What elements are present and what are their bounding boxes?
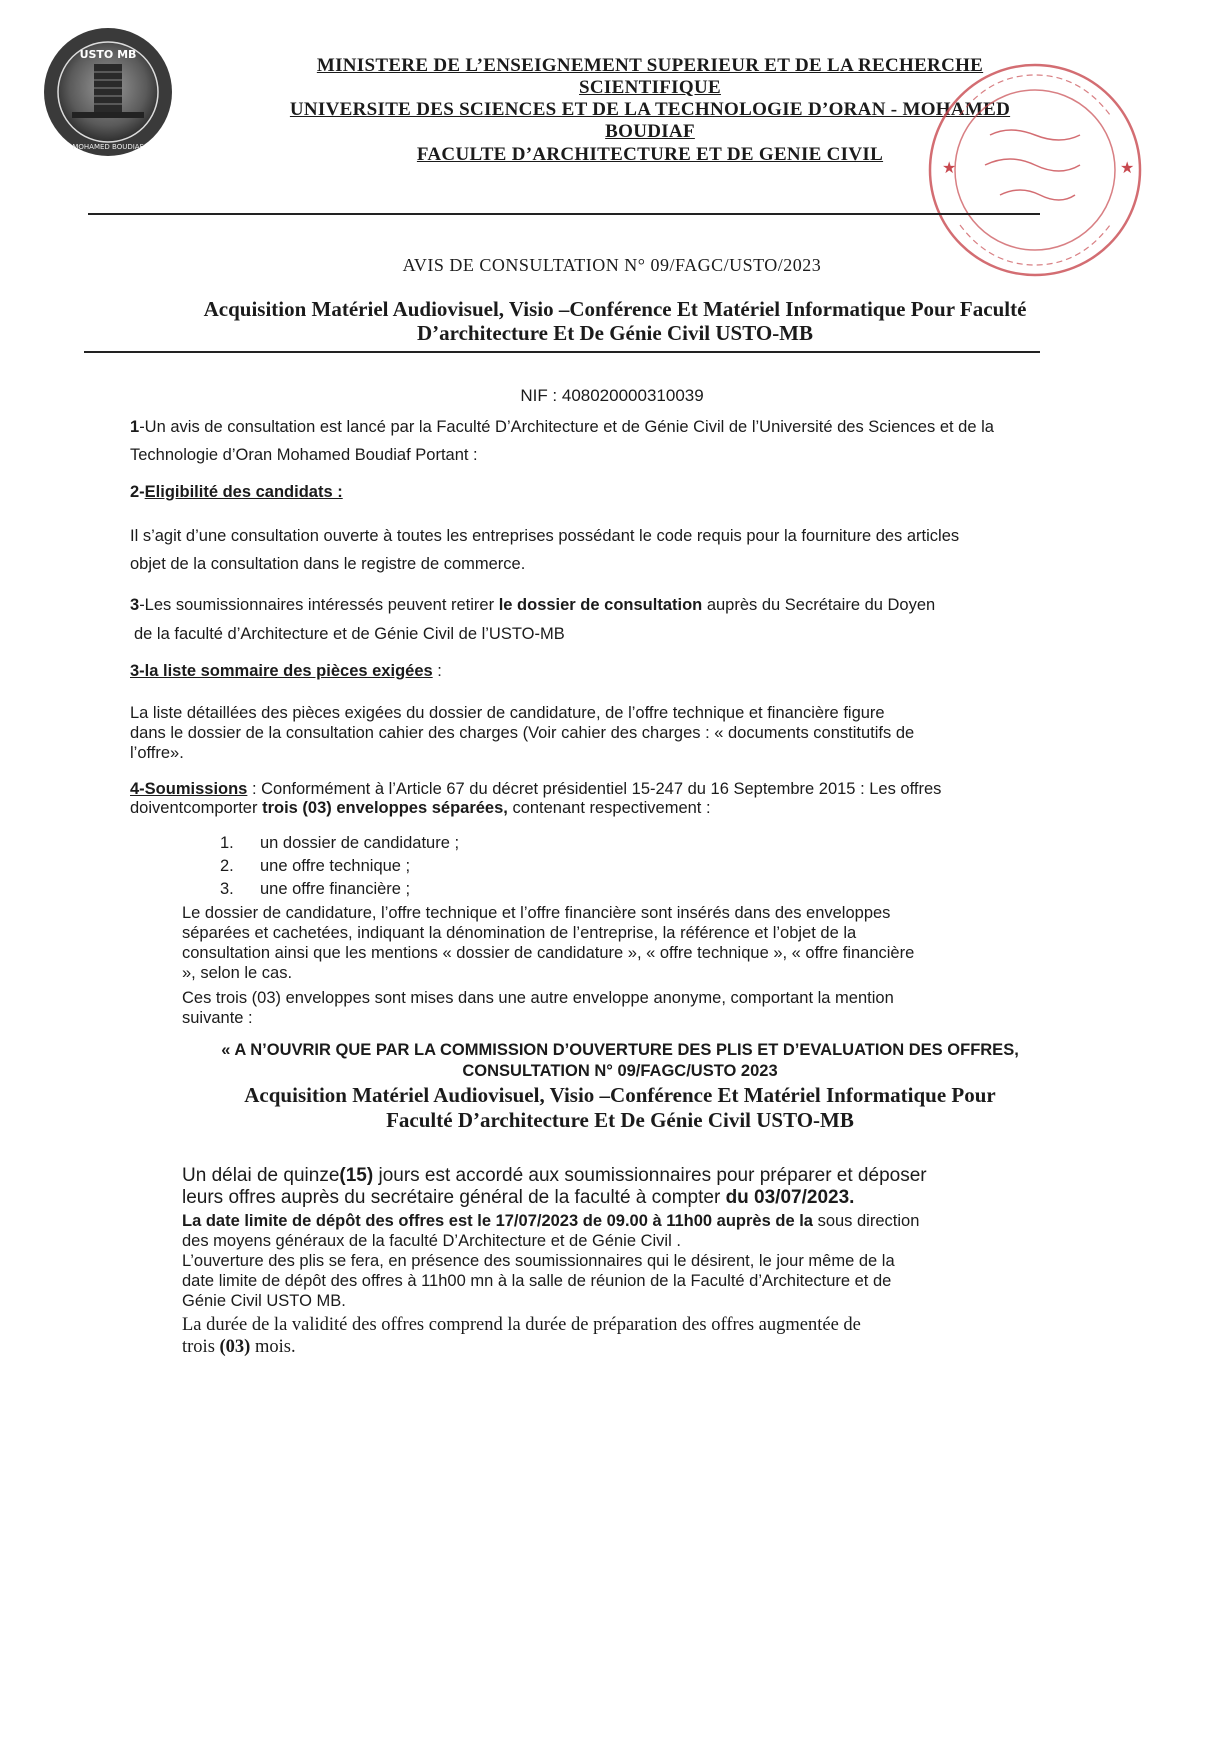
closing-line-2 [182,1187,854,1209]
section-1-number: 1 [130,418,140,436]
closing-line-7: Génie Civil USTO MB. [182,1292,346,1310]
section-3b-line-2: dans le dossier de la consultation cahier des charges (Voir cahier des charges : « documents constitutifs de [130,724,915,742]
subject-line-2: D’architecture Et De Génie Civil USTO-MB [416,321,814,345]
section-2-line-2: objet de la consultation dans le registre de commerce. [130,555,526,573]
header-faculty: FACULTE D’ARCHITECTURE ET DE GENIE CIVIL [416,144,884,165]
header-ministry: MINISTERE DE L’ENSEIGNEMENT SUPERIEUR ET DE LA RECHERCHE [316,55,984,76]
header-ministry-cont: SCIENTIFIQUE [579,77,721,98]
closing-line-1-pre: Un délai de quinze [182,1165,340,1186]
mention-line-3: Acquisition Matériel Audiovisuel, Visio –Conférence Et Matériel Informatique Pour [244,1083,996,1107]
section-3b-heading [130,661,442,681]
section-4-paragraph-2-line-1: Ces trois (03) enveloppes sont mises dans une autre enveloppe anonyme, comportant la mention [182,989,894,1007]
section-4-line-2 [130,798,711,818]
list-item [220,833,459,853]
section-2-number: 2- [130,483,145,501]
section-4-line-2-pre: doiventcomporter [130,799,263,817]
section-2-heading [130,482,343,502]
mention-line-4: Faculté D’architecture Et De Génie Civil USTO-MB [386,1108,854,1132]
section-2-line-1: Il s’agit d’une consultation ouverte à toutes les entreprises possédant le code requis pour la fourniture des articles [130,527,960,545]
section-1-text: -Un avis de consultation est lancé par la Faculté D’Architecture et de Génie Civil de l’Université des Sciences et de la [139,418,994,436]
section-4-title: 4-Soumissions [130,780,248,798]
closing-line-5: L’ouverture des plis se fera, en présence des soumissionnaires qui le désirent, le jour même de la [182,1252,895,1270]
section-3b-title: 3-la liste sommaire des pièces exigées [130,662,433,680]
section-3-line-1 [130,595,935,615]
closing-line-1-bold: (15) [339,1165,374,1186]
section-3-number: 3 [130,596,140,614]
section-3b-line-3: l’offre». [130,744,184,762]
nif-number: NIF : 408020000310039 [520,386,704,405]
section-1-line-1 [130,417,994,437]
svg-text:★: ★ [1120,158,1135,177]
closing-line-2-bold: du 03/07/2023. [725,1187,855,1208]
mention-line-1: « A N’OUVRIR QUE PAR LA COMMISSION D’OUVERTURE DES PLIS ET D’EVALUATION DES OFFRES, [221,1041,1019,1059]
list-item-text: une offre financière ; [260,880,411,898]
header-university: UNIVERSITE DES SCIENCES ET DE LA TECHNOLOGIE D’ORAN - MOHAMED [289,99,1011,120]
section-4-text: : Conformément à l’Article 67 du décret présidentiel 15-247 du 16 Septembre 2015 : Les offres [247,780,942,798]
closing-line-2-pre: leurs offres auprès du secrétaire général de la faculté à compter [182,1187,726,1208]
list-item-text: un dossier de candidature ; [260,834,460,852]
closing-line-8: La durée de la validité des offres comprend la durée de préparation des offres augmentée de [182,1315,861,1335]
section-3b-colon: : [432,662,442,680]
list-item [220,879,410,899]
list-item-text: une offre technique ; [260,857,411,875]
closing-line-9-pre: trois [182,1337,220,1357]
subject-line-1: Acquisition Matériel Audiovisuel, Visio –Conférence Et Matériel Informatique Pour Faculté [203,297,1027,321]
closing-deadline: La date limite de dépôt des offres est le 17/07/2023 de 09.00 à 11h00 auprès de la [182,1212,813,1230]
section-3-bold: le dossier de consultation [498,596,703,614]
header-university-cont: BOUDIAF [605,121,695,142]
section-4-line-2-post: contenant respectivement : [507,799,711,817]
svg-text:USTO MB: USTO MB [79,48,137,61]
list-item-number: 2. [220,857,234,875]
subject-divider [84,351,1040,353]
section-4-paragraph-2-line-2: suivante : [182,1009,253,1027]
list-item-number: 3. [220,880,234,898]
closing-line-4: des moyens généraux de la faculté D’Architecture et de Génie Civil . [182,1232,681,1250]
section-4-paragraph-1-line-3: consultation ainsi que les mentions « dossier de candidature », « offre technique », « offre financière [182,944,915,962]
section-4-line-1 [130,779,941,799]
section-2-title: Eligibilité des candidats : [144,483,343,501]
closing-line-1-post: jours est accordé aux soumissionnaires pour préparer et déposer [373,1165,927,1186]
consultation-title: AVIS DE CONSULTATION N° 09/FAGC/USTO/2023 [402,255,822,275]
official-stamp [920,55,1150,285]
section-4-line-2-bold: trois (03) enveloppes séparées, [262,799,508,817]
closing-line-1 [182,1165,927,1187]
section-3-text-pre: -Les soumissionnaires intéressés peuvent retirer [139,596,499,614]
svg-text:★: ★ [942,158,957,177]
svg-text:MOHAMED BOUDIAF: MOHAMED BOUDIAF [72,143,144,151]
closing-line-9-bold: (03) [219,1337,251,1357]
mention-line-2: CONSULTATION N° 09/FAGC/USTO 2023 [462,1062,778,1080]
university-logo [42,26,174,158]
section-3-line-2: de la faculté d’Architecture et de Génie Civil de l’USTO-MB [134,625,565,643]
section-3b-line-1: La liste détaillées des pièces exigées du dossier de candidature, de l’offre technique et financière figure [130,704,885,722]
section-4-paragraph-1-line-1: Le dossier de candidature, l’offre technique et l’offre financière sont insérés dans des enveloppes [182,904,891,922]
list-item [220,856,410,876]
closing-line-3-post: sous direction [812,1212,920,1230]
section-1-line-2: Technologie d’Oran Mohamed Boudiaf Portant : [130,446,478,464]
closing-line-6: date limite de dépôt des offres à 11h00 mn à la salle de réunion de la Faculté d’Architecture et de [182,1272,892,1290]
closing-line-3 [182,1211,919,1231]
section-4-paragraph-1-line-4: », selon le cas. [182,964,293,982]
list-item-number: 1. [220,834,234,852]
closing-line-9 [182,1336,296,1358]
closing-line-9-post: mois. [250,1337,296,1357]
header-divider [88,213,1040,215]
section-4-paragraph-1-line-2: séparées et cachetées, indiquant la dénomination de l’entreprise, la référence et l’objet de la [182,924,857,942]
section-3-text-post: auprès du Secrétaire du Doyen [702,596,936,614]
